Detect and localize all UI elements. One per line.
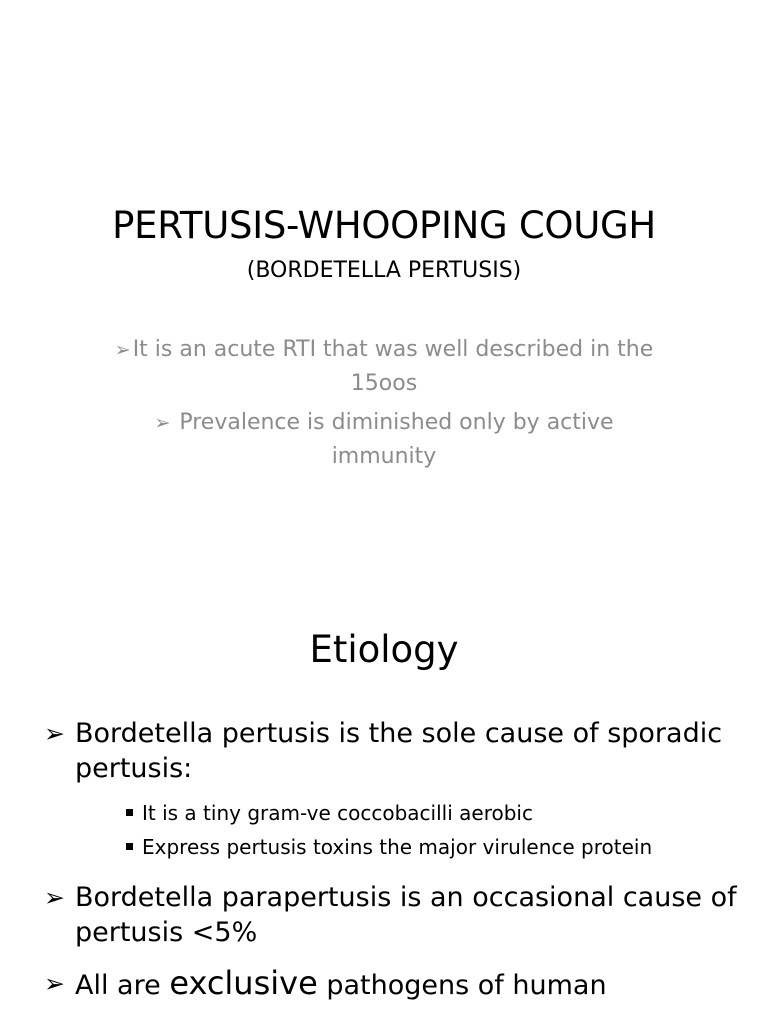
list-item xyxy=(110,333,658,400)
slide-subtitle: (BORDETELLA PERTUSIS) xyxy=(246,258,522,283)
slide-title: PERTUSIS-WHOOPING COUGH xyxy=(112,204,656,247)
list-item xyxy=(44,966,744,1003)
arrow-bullet-icon: ➢ xyxy=(44,883,65,912)
sub-list-item: It is a tiny gram-ve coccobacilli aerobic xyxy=(123,796,744,830)
intro-bullet-list xyxy=(110,333,658,479)
bullet-emphasis: exclusive xyxy=(169,964,318,1002)
bullet-text: It is an acute RTI that was well described in the 15oos xyxy=(132,337,654,396)
bullet-text-before: All are xyxy=(75,970,170,1001)
bullet-text: Bordetella parapertusis is an occasional cause of pertusis <5% xyxy=(75,882,737,948)
list-item xyxy=(44,716,744,864)
slide-2 xyxy=(0,576,768,1024)
bullet-text: Bordetella pertusis is the sole cause of sporadic pertusis: xyxy=(75,718,723,784)
arrow-bullet-icon: ➢ xyxy=(44,969,65,998)
list-item xyxy=(110,406,658,473)
bullet-text: Prevalence is diminished only by active immunity xyxy=(172,410,614,469)
arrow-bullet-icon: ➢ xyxy=(44,719,65,748)
bullet-text-after: pathogens of human xyxy=(317,970,607,1001)
arrow-bullet-icon: ➢ xyxy=(114,339,131,361)
arrow-bullet-icon: ➢ xyxy=(154,412,171,434)
sub-bullet-list xyxy=(75,796,744,864)
etiology-bullet-list xyxy=(44,716,744,1019)
slide-title: Etiology xyxy=(309,628,459,671)
list-item xyxy=(44,880,744,950)
sub-list-item: Express pertusis toxins the major virulence protein xyxy=(123,830,744,864)
